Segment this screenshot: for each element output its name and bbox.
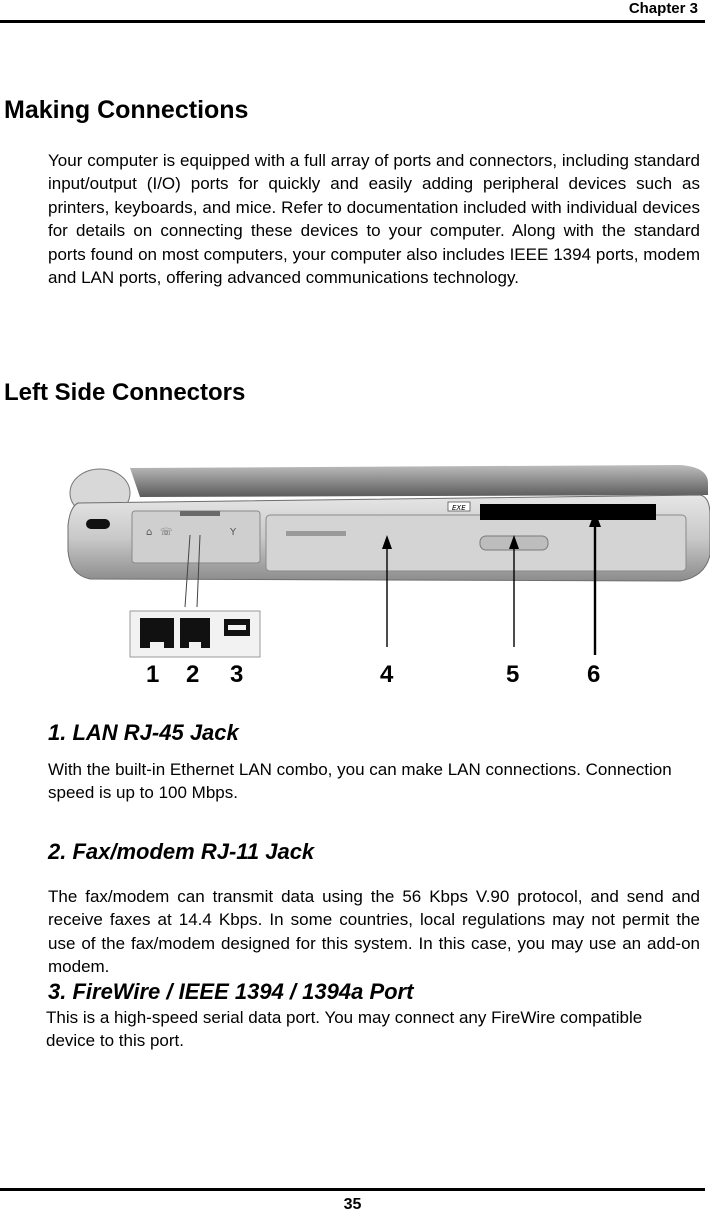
- item-3-body: This is a high-speed serial data port. You may connect any FireWire compatible device to this port.: [46, 1008, 643, 1051]
- figure-label-3: 3: [230, 661, 244, 688]
- subsection-title: Left Side Connectors: [4, 379, 246, 406]
- optical-drive: [266, 515, 686, 571]
- figure-label-5: 5: [506, 661, 520, 688]
- led-slot: [86, 519, 110, 529]
- figure-label-1: 1: [146, 661, 160, 688]
- figure-label-2: 2: [186, 661, 200, 688]
- header-rule: [0, 20, 705, 23]
- item-1-body: With the built-in Ethernet LAN combo, you can make LAN connections. Connection speed is up to 100 Mbps.: [48, 760, 672, 803]
- figure-label-6: 6: [587, 661, 601, 688]
- svg-text:Y: Y: [230, 527, 237, 538]
- intro-paragraph: Your computer is equipped with a full array of ports and connectors, including standard input/output (I/O) ports for quickly and easily adding peripheral devices such as printers, keyboards, and mice. Refer to documentation included with individual devices for details on connecting these devices to your computer. Along with the standard ports found on most computers, your computer also includes IEEE 1394 ports, modem and LAN ports, offering advanced communications technology.: [48, 151, 700, 288]
- svg-text:⌂: ⌂: [146, 527, 153, 538]
- item-3-title: 3. FireWire / IEEE 1394 / 1394a Port: [48, 979, 414, 1004]
- item-2-body: The fax/modem can transmit data using the 56 Kbps V.90 protocol, and send and receive faxes at 14.4 Kbps. In some countries, local regulations may not permit the use of the fax/modem designed for this system. In this case, you may use an add-on modem.: [48, 887, 700, 977]
- chapter-header: Chapter 3: [628, 0, 698, 17]
- laptop-left-side-figure: [60, 455, 710, 695]
- page-number: 35: [343, 1196, 362, 1213]
- pc-card-slot: [480, 504, 656, 520]
- footer-rule: [0, 1188, 705, 1191]
- item-2-title: 2. Fax/modem RJ-11 Jack: [48, 839, 315, 864]
- svg-text:☏: ☏: [160, 527, 173, 538]
- eject-label-text: EXE: [452, 504, 466, 512]
- laptop-lid: [130, 465, 708, 497]
- item-1-title: 1. LAN RJ-45 Jack: [48, 720, 239, 745]
- section-title: Making Connections: [4, 96, 249, 124]
- figure-label-4: 4: [380, 661, 394, 688]
